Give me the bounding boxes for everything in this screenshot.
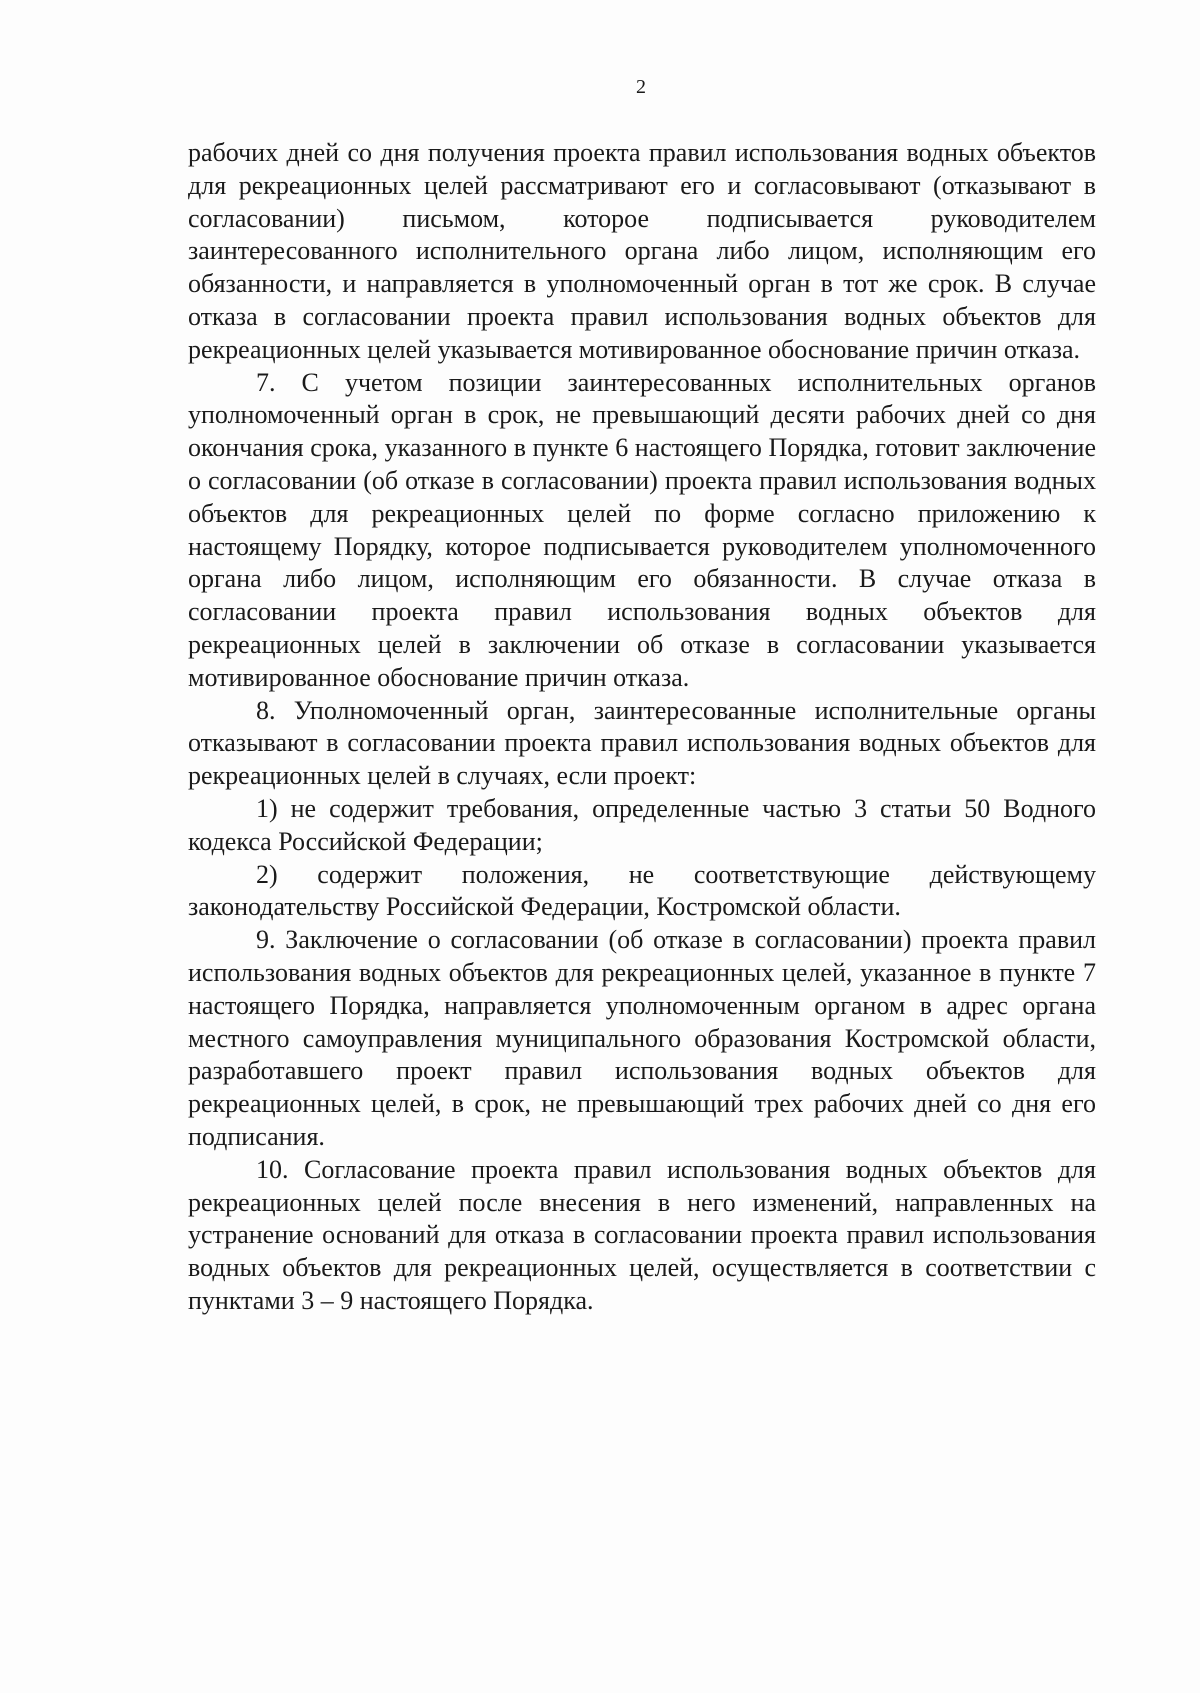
- page-number: 2: [636, 76, 646, 98]
- paragraph-item-7: 7. С учетом позиции заинтересованных исполнительных органов уполномоченный орган в срок, не превышающий десяти рабочих дней со дня окончания срока, указанного в пункте 6 настоящего Порядка, готовит заключение о согласовании (об отказе в согласовании) проекта правил использования водных объектов для рекреационных целей по форме согласно приложению к настоящему Порядку, которое подписывается руководителем уполномоченного органа либо лицом, исполняющим его обязанности. В случае отказа в согласовании проекта правил использования водных объектов для рекреационных целей в заключении об отказе в согласовании указывается мотивированное обоснование причин отказа.: [188, 367, 1096, 692]
- paragraph-subitem-1: 1) не содержит требования, определенные частью 3 статьи 50 Водного кодекса Российской Федерации;: [188, 793, 1096, 856]
- paragraph-item-10: 10. Согласование проекта правил использования водных объектов для рекреационных целей после внесения в него изменений, направленных на устранение оснований для отказа в согласовании проекта правил использования водных объектов для рекреационных целей, осуществляется в соответствии с пунктами 3 – 9 настоящего Порядка.: [188, 1154, 1096, 1315]
- paragraph-item-8: 8. Уполномоченный орган, заинтересованные исполнительные органы отказывают в согласовании проекта правил использования водных объектов для рекреационных целей в случаях, если проект:: [188, 695, 1096, 791]
- document-body: [188, 137, 1096, 1318]
- paragraph-continuation: рабочих дней со дня получения проекта правил использования водных объектов для рекреационных целей рассматривают его и согласовывают (отказывают в согласовании) письмом, которое подписывается руководителем заинтересованного исполнительного органа либо лицом, исполняющим его обязанности, и направляется в уполномоченный орган в тот же срок. В случае отказа в согласовании проекта правил использования водных объектов для рекреационных целей указывается мотивированное обоснование причин отказа.: [188, 138, 1096, 364]
- paragraph-item-9: 9. Заключение о согласовании (об отказе в согласовании) проекта правил использования водных объектов для рекреационных целей, указанное в пункте 7 настоящего Порядка, направляется уполномоченным органом в адрес органа местного самоуправления муниципального образования Костромской области, разработавшего проект правил использования водных объектов для рекреационных целей, в срок, не превышающий трех рабочих дней со дня его подписания.: [188, 925, 1096, 1151]
- paragraph-subitem-2: 2) содержит положения, не соответствующие действующему законодательству Российской Федерации, Костромской области.: [188, 859, 1096, 922]
